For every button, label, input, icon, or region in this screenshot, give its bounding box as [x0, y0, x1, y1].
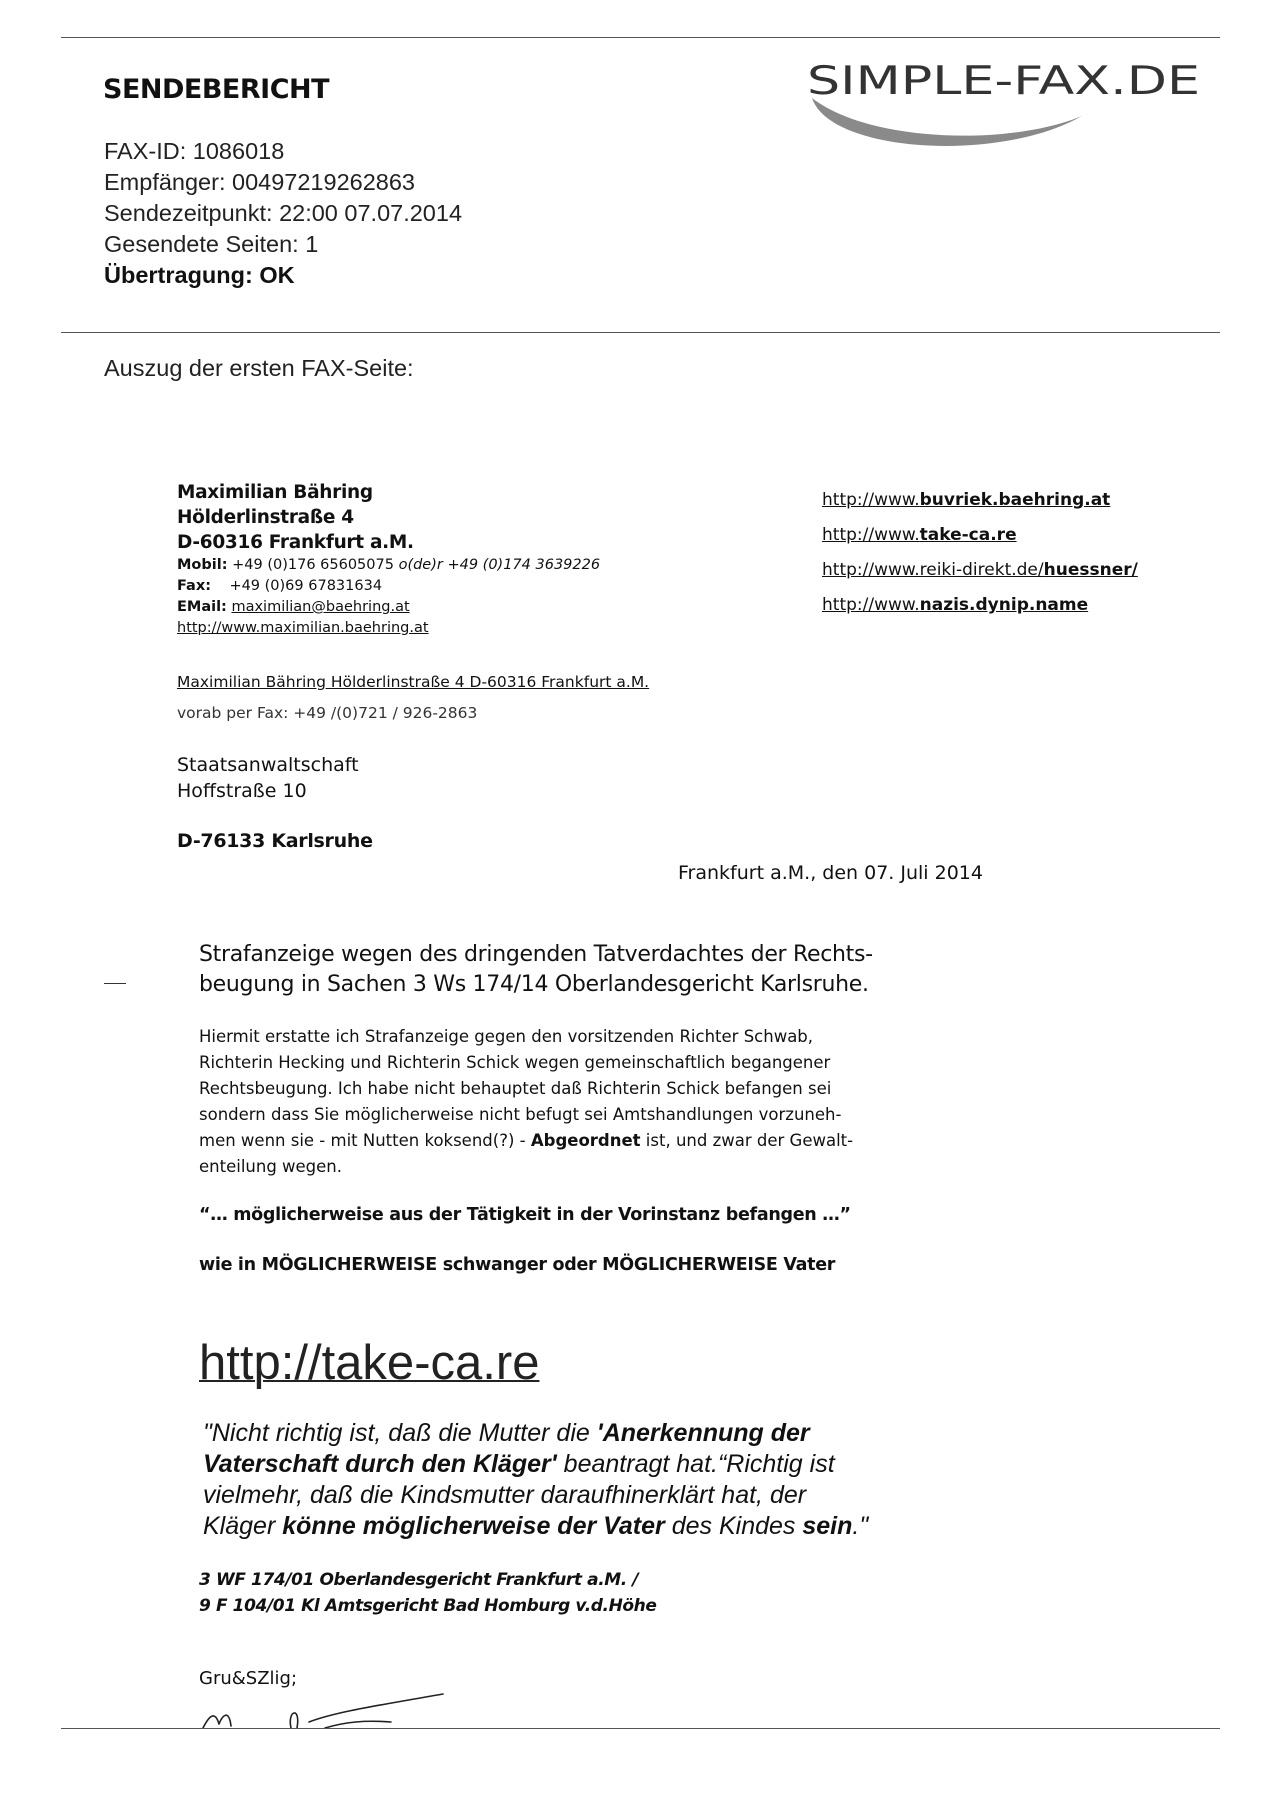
fax-notice: vorab per Fax: +49 /(0)721 / 926-2863	[177, 704, 478, 722]
body-line-3: Rechtsbeugung. Ich habe nicht behauptet daß Richterin Schick befangen sei	[199, 1079, 832, 1098]
pages-sent: Gesendete Seiten: 1	[104, 231, 319, 257]
sender-mobile: Mobil: +49 (0)176 65605075 o(de)r +49 (0)174 3639226	[177, 557, 601, 573]
link-nazis-dynip[interactable]: http://www.nazis.dynip.name	[822, 595, 1089, 615]
comparison-line: wie in MÖGLICHERWEISE schwanger oder MÖGLICHERWEISE Vater	[199, 1255, 836, 1275]
recipient-address	[177, 752, 359, 804]
transmission-status: Übertragung: OK	[104, 262, 295, 288]
body-line-5: men wenn sie - mit Nutten koksend(?) - Abgeordnet ist, und zwar der Gewalt-	[199, 1131, 854, 1150]
logo-swoosh	[812, 98, 1082, 146]
link-take-ca[interactable]: http://www.take-ca.re	[822, 525, 1017, 545]
letter-subject	[199, 940, 873, 1000]
sender-email: EMail: maximilian@baehring.at	[177, 599, 410, 615]
citation-line-4: Kläger könne möglicherweise der Vater des Kindes sein."	[203, 1512, 869, 1540]
recipient-number: Empfänger: 00497219262863	[104, 169, 415, 195]
link-reiki-direkt[interactable]: http://www.reiki-direkt.de/huessner/	[822, 560, 1138, 580]
greeting: Gru&SZlig;	[199, 1668, 298, 1689]
send-time: Sendezeitpunkt: 22:00 07.07.2014	[104, 200, 463, 226]
link-list	[822, 490, 1138, 630]
sender-block	[177, 480, 600, 639]
top-rule	[61, 37, 1220, 38]
simple-fax-logo	[800, 58, 1205, 148]
recipient-line-2: Hoffstraße 10	[177, 780, 307, 802]
citation-line-3: vielmehr, daß die Kindsmutter daraufhinerklärt hat, der	[203, 1481, 807, 1509]
logo-text: SIMPLE-FAX.DE	[807, 59, 1200, 104]
citation-line-1: "Nicht richtig ist, daß die Mutter die 'Anerkennung der	[203, 1419, 810, 1447]
citation-line-2: Vaterschaft durch den Kläger' beantragt hat.“Richtig ist	[203, 1450, 835, 1478]
sender-website: http://www.maximilian.baehring.at	[177, 620, 429, 636]
reference-line-2: 9 F 104/01 Kl Amtsgericht Bad Homburg v.d.Höhe	[199, 1596, 657, 1616]
bottom-rule	[61, 1728, 1220, 1729]
body-line-2: Richterin Hecking und Richterin Schick wegen gemeinschaftlich begangener	[199, 1053, 831, 1072]
sender-street: Hölderlinstraße 4	[177, 507, 354, 528]
quote-line: “… möglicherweise aus der Tätigkeit in der Vorinstanz befangen …”	[199, 1205, 851, 1225]
reference-line-1: 3 WF 174/01 Oberlandesgericht Frankfurt a.M. /	[199, 1570, 639, 1590]
take-ca-link[interactable]: http://take-ca.re	[199, 1336, 540, 1390]
body-line-1: Hiermit erstatte ich Strafanzeige gegen den vorsitzenden Richter Schwab,	[199, 1027, 814, 1046]
sender-city: D-60316 Frankfurt a.M.	[177, 532, 414, 553]
fold-mark	[104, 983, 126, 984]
report-details	[104, 136, 462, 291]
body-line-6: enteilung wegen.	[199, 1157, 343, 1176]
return-address: Maximilian Bähring Hölderlinstraße 4 D-60316 Frankfurt a.M.	[177, 673, 650, 691]
letter-body	[199, 1024, 919, 1180]
sender-fax: Fax: +49 (0)69 67831634	[177, 578, 383, 594]
link-buvriek[interactable]: http://www.buvriek.baehring.at	[822, 490, 1111, 510]
recipient-city: D-76133 Karlsruhe	[177, 830, 373, 852]
middle-rule	[61, 332, 1220, 333]
fax-id: FAX-ID: 1086018	[104, 138, 285, 164]
sender-name: Maximilian Bähring	[177, 482, 373, 503]
signature	[195, 1688, 455, 1730]
excerpt-label: Auszug der ersten FAX-Seite:	[104, 355, 414, 381]
court-citation	[203, 1418, 868, 1542]
recipient-line-1: Staatsanwaltschaft	[177, 754, 359, 776]
report-title: SENDEBERICHT	[103, 74, 330, 105]
subject-line-2: beugung in Sachen 3 Ws 174/14 Oberlandesgericht Karlsruhe.	[199, 972, 869, 997]
subject-line-1: Strafanzeige wegen des dringenden Tatverdachtes der Rechts-	[199, 942, 873, 967]
letter-date: Frankfurt a.M., den 07. Juli 2014	[678, 862, 983, 884]
case-reference	[199, 1567, 657, 1619]
body-line-4: sondern dass Sie möglicherweise nicht befugt sei Amtshandlungen vorzuneh-	[199, 1105, 842, 1124]
